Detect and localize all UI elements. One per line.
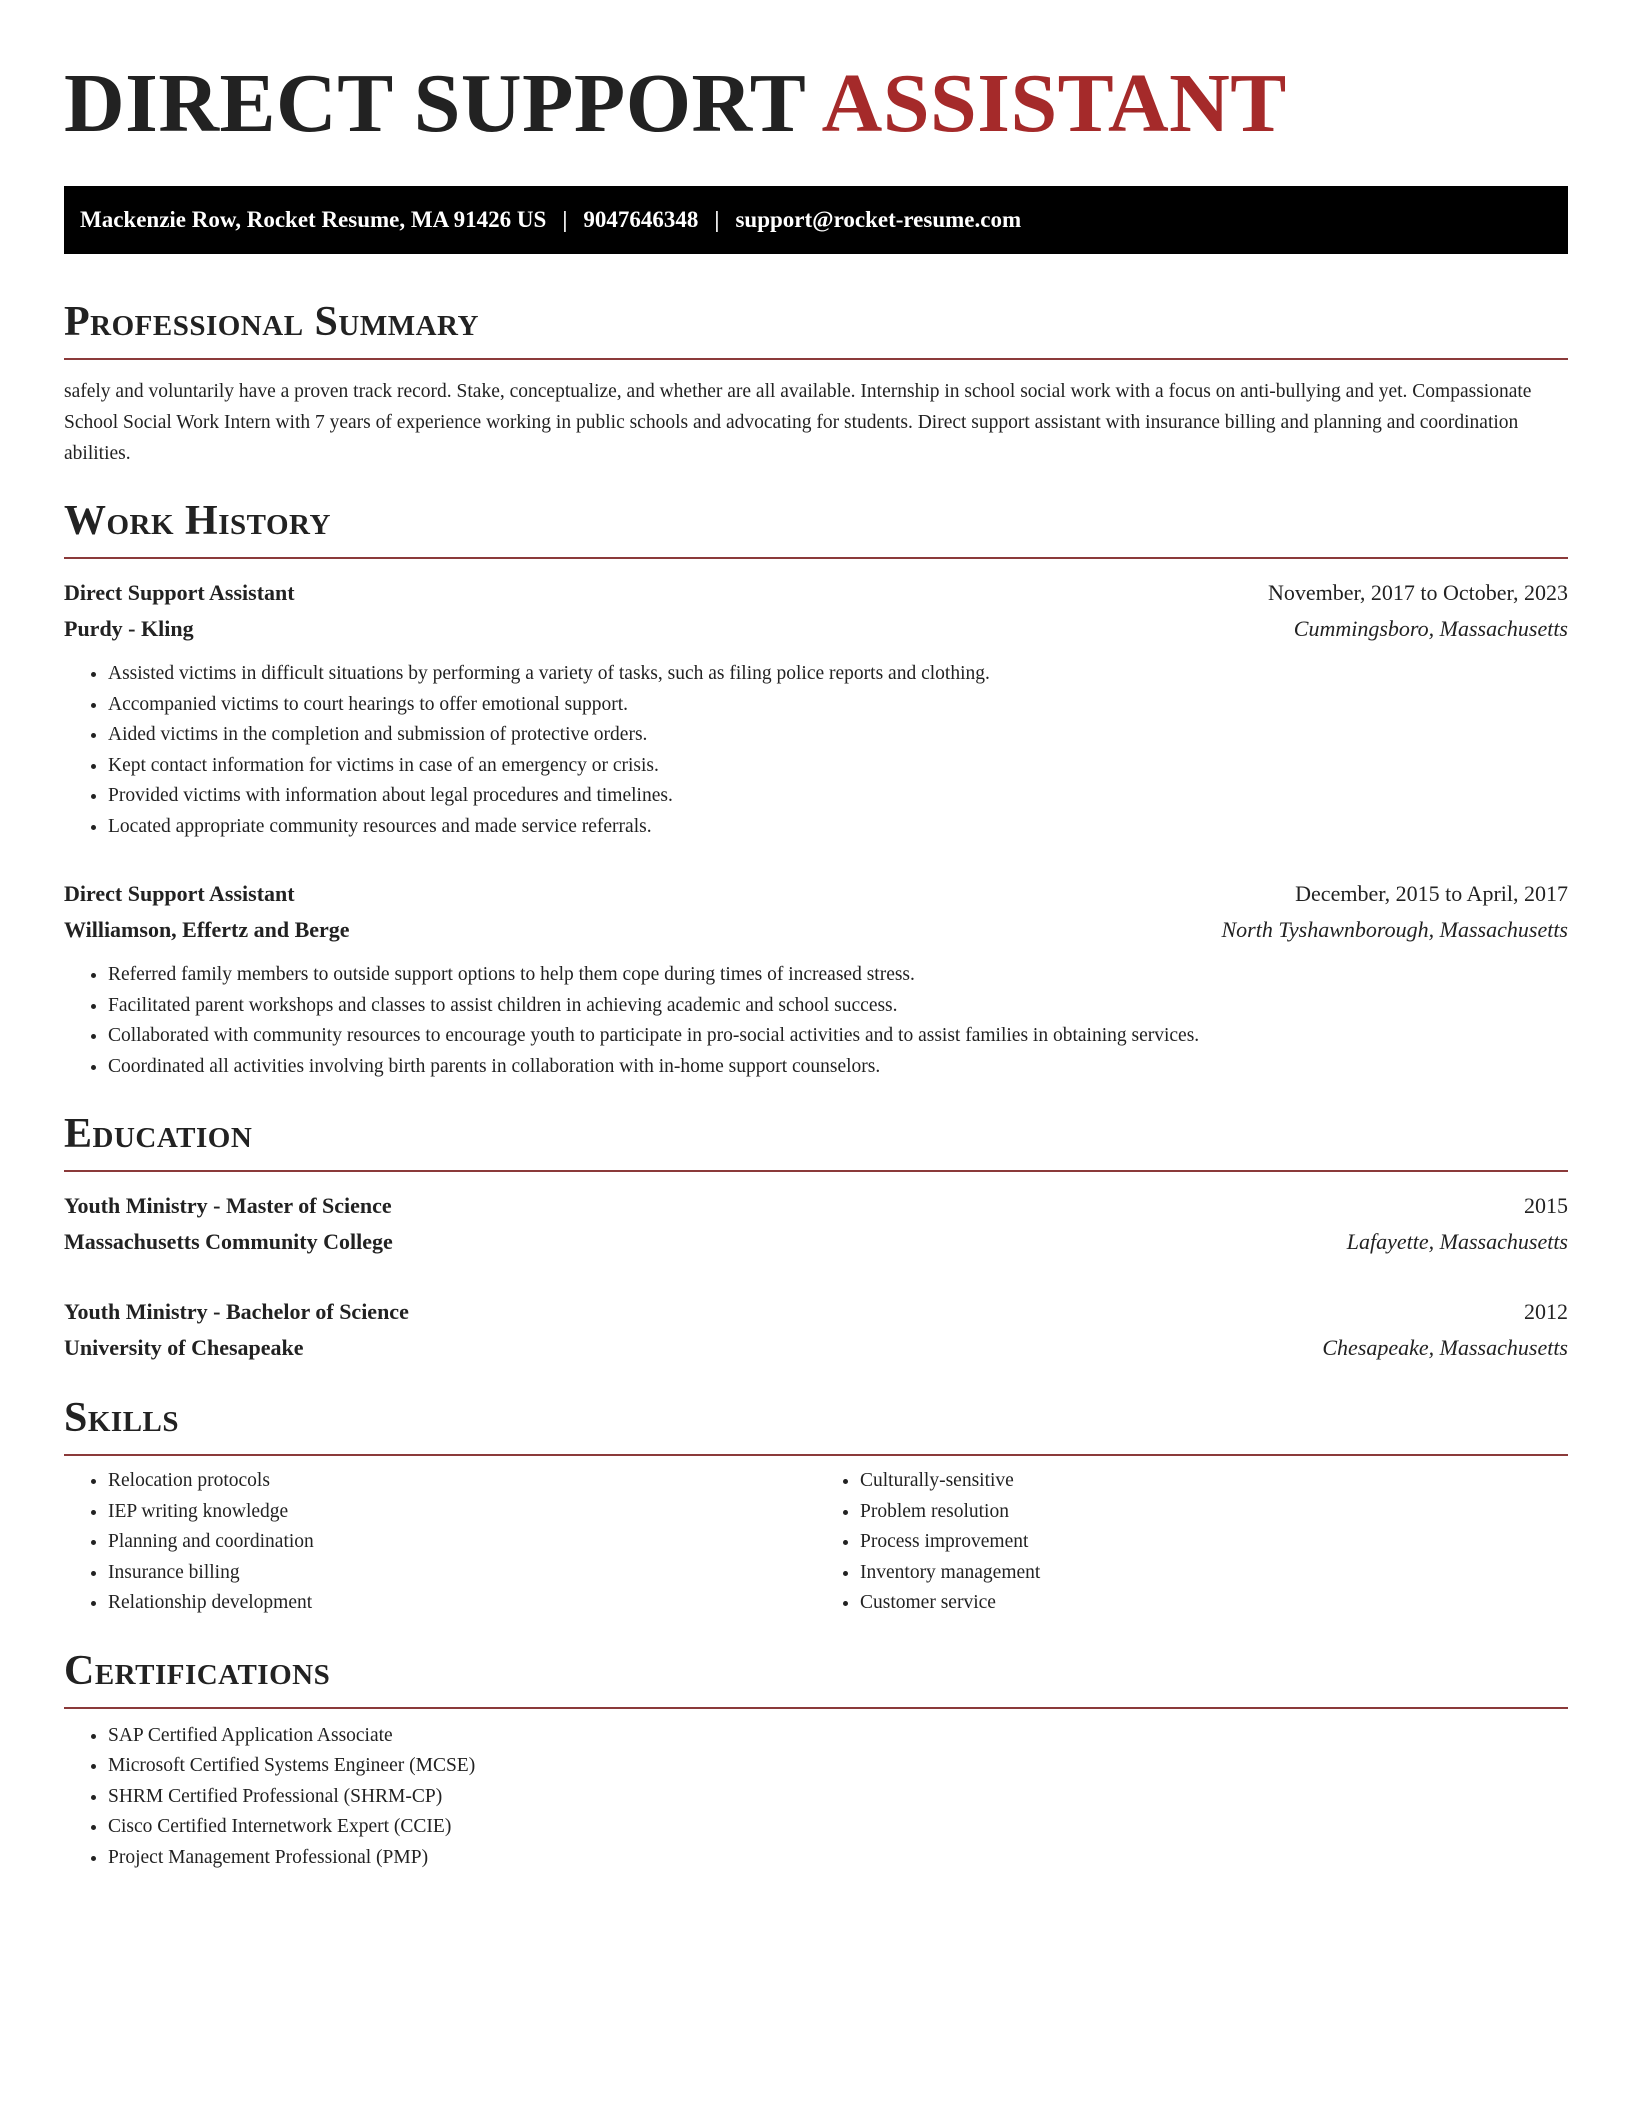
skill-item: • Relationship development: [108, 1588, 816, 1619]
job-title-row: [64, 575, 1568, 611]
contact-phone: 9047646348: [583, 207, 699, 232]
contact-separator: |: [562, 207, 568, 232]
job-company-row: [64, 611, 1568, 647]
skill-item: • Customer service: [860, 1588, 1568, 1619]
skills-heading: Skills: [64, 1394, 1568, 1456]
job-location: Cummingsboro, Massachusetts: [1293, 616, 1568, 641]
contact-address: Mackenzie Row, Rocket Resume, MA 91426 US: [80, 207, 547, 232]
contact-bar: [64, 186, 1568, 254]
skill-item: • Insurance billing: [108, 1558, 816, 1589]
education-school-row: [64, 1224, 1568, 1260]
job-bullet: • Collaborated with community resources to encourage youth to participate in pro-social activities and to assist families in obtaining services.: [108, 1021, 1568, 1052]
job-bullet: • Accompanied victims to court hearings to offer emotional support.: [108, 690, 1568, 721]
job-location: North Tyshawnborough, Massachusetts: [1221, 917, 1568, 942]
job-entry: [64, 876, 1568, 1082]
certifications-list: [64, 1721, 1568, 1874]
job-company: Williamson, Effertz and Berge: [64, 917, 350, 942]
skill-item: • Process improvement: [860, 1527, 1568, 1558]
skills-grid: [64, 1466, 1568, 1619]
skills-list-right: [816, 1466, 1568, 1619]
job-bullet: • Kept contact information for victims in case of an emergency or crisis.: [108, 751, 1568, 782]
skill-item: • Problem resolution: [860, 1497, 1568, 1528]
education-location: Lafayette, Massachusetts: [1346, 1229, 1568, 1254]
job-dates: December, 2015 to April, 2017: [1295, 881, 1568, 906]
skill-item: • Inventory management: [860, 1558, 1568, 1589]
job-bullet: • Assisted victims in difficult situations by performing a variety of tasks, such as filing police reports and clothing.: [108, 659, 1568, 690]
contact-email[interactable]: support@rocket-resume.com: [735, 207, 1022, 232]
skills-list-left: [64, 1466, 816, 1619]
education-location: Chesapeake, Massachusetts: [1322, 1335, 1568, 1360]
skill-item: • Relocation protocols: [108, 1466, 816, 1497]
certification-item: • Project Management Professional (PMP): [108, 1843, 1568, 1874]
job-bullet: • Referred family members to outside support options to help them cope during times of increased stress.: [108, 960, 1568, 991]
job-title: Direct Support Assistant: [64, 580, 295, 605]
job-entry: [64, 575, 1568, 842]
education-entry: [64, 1188, 1568, 1260]
job-bullet: • Aided victims in the completion and submission of protective orders.: [108, 720, 1568, 751]
education-school: Massachusetts Community College: [64, 1229, 393, 1254]
certifications-heading: Certifications: [64, 1647, 1568, 1709]
education-year: 2015: [1524, 1193, 1568, 1218]
job-bullets: [64, 659, 1568, 842]
certification-item: • SAP Certified Application Associate: [108, 1721, 1568, 1752]
skill-item: • Culturally-sensitive: [860, 1466, 1568, 1497]
skill-item: • Planning and coordination: [108, 1527, 816, 1558]
certification-item: • Microsoft Certified Systems Engineer (MCSE): [108, 1751, 1568, 1782]
job-company-row: [64, 912, 1568, 948]
job-bullet: • Located appropriate community resources and made service referrals.: [108, 812, 1568, 843]
job-bullet: • Coordinated all activities involving birth parents in collaboration with in-home support counselors.: [108, 1052, 1568, 1083]
job-bullet: • Provided victims with information about legal procedures and timelines.: [108, 781, 1568, 812]
title-part1: DIRECT SUPPORT: [64, 57, 805, 150]
job-bullets: [64, 960, 1568, 1082]
education-degree: Youth Ministry - Master of Science: [64, 1193, 392, 1218]
education-degree-row: [64, 1188, 1568, 1224]
skill-item: • IEP writing knowledge: [108, 1497, 816, 1528]
title-part2: ASSISTANT: [821, 57, 1287, 150]
certification-item: • SHRM Certified Professional (SHRM-CP): [108, 1782, 1568, 1813]
education-degree-row: [64, 1294, 1568, 1330]
job-dates: November, 2017 to October, 2023: [1267, 580, 1568, 605]
work-history-heading: Work History: [64, 497, 1568, 559]
page-title: [64, 56, 1568, 152]
education-degree: Youth Ministry - Bachelor of Science: [64, 1299, 409, 1324]
job-title: Direct Support Assistant: [64, 881, 295, 906]
contact-separator: |: [714, 207, 720, 232]
certification-item: • Cisco Certified Internetwork Expert (CCIE): [108, 1812, 1568, 1843]
education-school-row: [64, 1330, 1568, 1366]
job-title-row: [64, 876, 1568, 912]
education-entry: [64, 1294, 1568, 1366]
education-school: University of Chesapeake: [64, 1335, 304, 1360]
education-heading: Education: [64, 1110, 1568, 1172]
summary-heading: Professional Summary: [64, 298, 1568, 360]
job-bullet: • Facilitated parent workshops and classes to assist children in achieving academic and school success.: [108, 991, 1568, 1022]
education-year: 2012: [1524, 1299, 1568, 1324]
job-company: Purdy - Kling: [64, 616, 194, 641]
summary-text: safely and voluntarily have a proven track record. Stake, conceptualize, and whether are all available. Internship in school social work with a focus on anti-bullying and yet. Compassionate School Social Work Intern with 7 years of experience working in public schools and advocating for students. Direct support assistant with insurance billing and planning and coordination abilities.: [64, 381, 1532, 464]
